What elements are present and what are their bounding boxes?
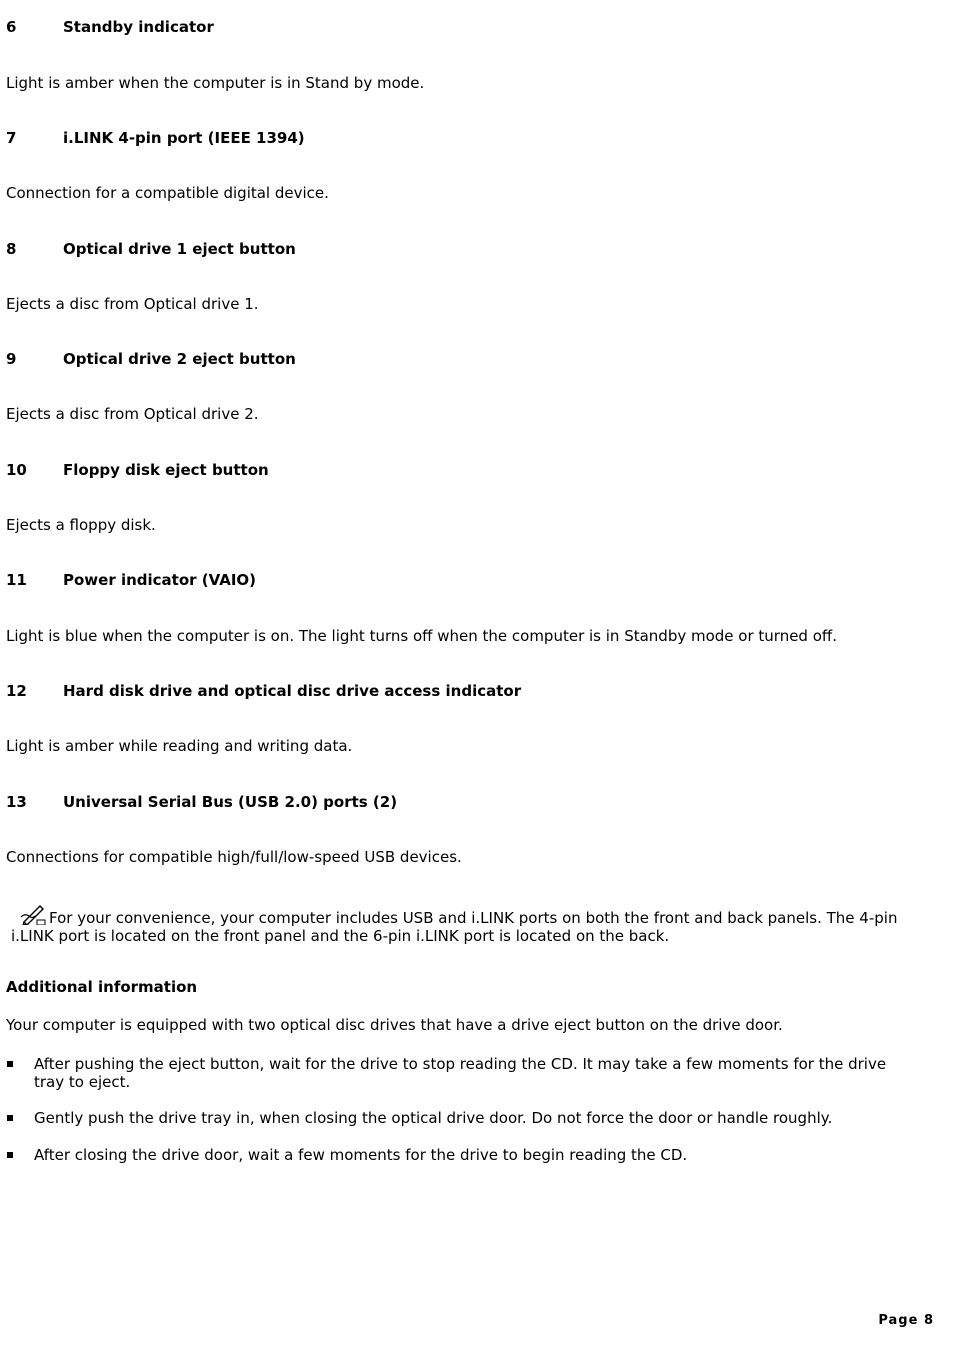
item-heading: Optical drive 1 eject button [63, 240, 296, 258]
item-number: 7 [6, 129, 17, 147]
item-description: Light is blue when the computer is on. The light turns off when the computer is in Standby mode or turned off. [6, 627, 837, 645]
section-intro: Your computer is equipped with two optical disc drives that have a drive eject button on the drive door. [6, 1016, 783, 1034]
item-heading: Floppy disk eject button [63, 461, 269, 479]
item-heading: Optical drive 2 eject button [63, 350, 296, 368]
item-number: 13 [6, 793, 27, 811]
item-number: 9 [6, 350, 17, 368]
item-number: 10 [6, 461, 27, 479]
item-heading: Universal Serial Bus (USB 2.0) ports (2) [63, 793, 398, 811]
item-heading: i.LINK 4-pin port (IEEE 1394) [63, 129, 305, 147]
item-number: 6 [6, 18, 17, 36]
item-description: Ejects a disc from Optical drive 1. [6, 295, 259, 313]
item-number: 8 [6, 240, 17, 258]
list-item: Gently push the drive tray in, when closing the optical drive door. Do not force the door or handle roughly. [34, 1109, 833, 1127]
item-description: Ejects a disc from Optical drive 2. [6, 405, 259, 423]
bullet-marker [7, 1115, 13, 1121]
section-heading: Additional information [6, 978, 198, 996]
bullet-marker [7, 1152, 13, 1158]
item-number: 12 [6, 682, 27, 700]
item-heading: Hard disk drive and optical disc drive access indicator [63, 682, 522, 700]
item-description: Light is amber when the computer is in Stand by mode. [6, 74, 425, 92]
note-text: For your convenience, your computer includes USB and i.LINK ports on both the front and back panels. The 4-pin i.LINK port is located on the front panel and the 6-pin i.LINK port is located on the back. [11, 909, 898, 945]
item-number: 11 [6, 571, 27, 589]
list-item: After closing the drive door, wait a few moments for the drive to begin reading the CD. [34, 1146, 688, 1164]
item-description: Ejects a floppy disk. [6, 516, 156, 534]
item-description: Connections for compatible high/full/low-speed USB devices. [6, 848, 462, 866]
page-number: Page 8 [878, 1313, 934, 1328]
list-item: After pushing the eject button, wait for the drive to stop reading the CD. It may take a few moments for the drive tray to eject. [34, 1055, 887, 1091]
item-description: Light is amber while reading and writing data. [6, 737, 353, 755]
item-heading: Standby indicator [63, 18, 214, 36]
item-description: Connection for a compatible digital device. [6, 184, 329, 202]
item-heading: Power indicator (VAIO) [63, 571, 257, 589]
bullet-marker [7, 1061, 13, 1067]
